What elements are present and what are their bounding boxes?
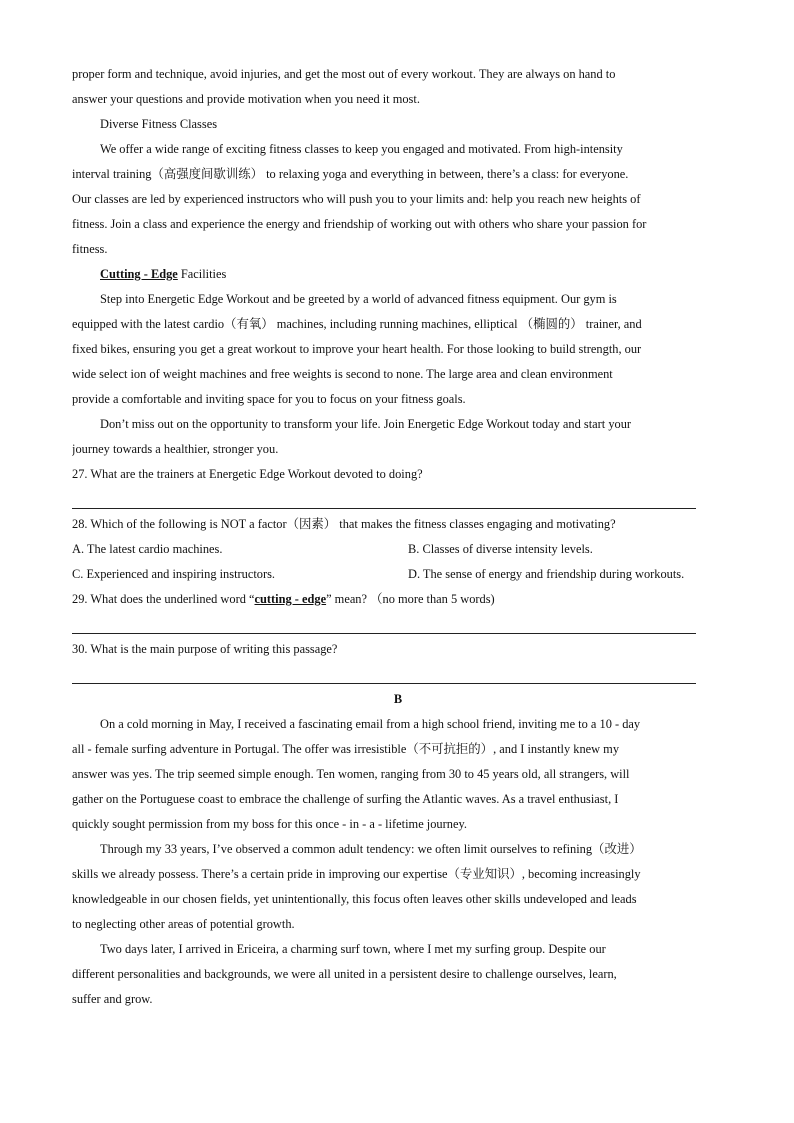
option-c[interactable]: C. Experienced and inspiring instructors.	[72, 567, 276, 581]
text-line: Step into Energetic Edge Workout and be greeted by a world of advanced fitness equipment. Our gym is	[100, 292, 617, 306]
text-line: all - female surfing adventure in Portugal. The offer was irresistible（不可抗拒的）, and I instantly knew my	[72, 742, 620, 756]
answer-line-30[interactable]	[72, 662, 724, 687]
options-row	[72, 562, 724, 587]
text-line: Two days later, I arrived in Ericeira, a charming surf town, where I met my surfing group. Despite our	[100, 942, 606, 956]
q29-suffix: ” mean? （no more than 5 words)	[326, 592, 495, 606]
heading-rest: Facilities	[177, 267, 227, 281]
text-line: fixed bikes, ensuring you get a great workout to improve your heart health. For those looking to build strength, our	[72, 342, 642, 356]
section-label-b: B	[393, 692, 403, 706]
question-28: 28. Which of the following is NOT a factor（因素） that makes the fitness classes engaging and motivating?	[72, 517, 616, 531]
text-line: fitness. Join a class and experience the energy and friendship of working out with others who share your passion for	[72, 217, 647, 231]
text-line: to neglecting other areas of potential growth.	[72, 917, 295, 931]
text-line: knowledgeable in our chosen fields, yet unintentionally, this focus often leaves other skills undeveloped and leads	[72, 892, 637, 906]
text-line: equipped with the latest cardio（有氧） machines, including running machines, elliptical （椭圆的） trainer, and	[72, 317, 642, 331]
answer-line-27[interactable]	[72, 487, 724, 512]
text-line: fitness.	[72, 242, 108, 256]
underlined-word: Cutting - Edge	[100, 267, 178, 281]
text-line: different personalities and backgrounds, we were all united in a persistent desire to challenge ourselves, learn,	[72, 967, 617, 981]
option-d[interactable]: D. The sense of energy and friendship during workouts.	[408, 567, 685, 581]
section-heading-facilities	[72, 262, 724, 287]
text-line: wide select ion of weight machines and free weights is second to none. The large area and clean environment	[72, 367, 613, 381]
question-27: 27. What are the trainers at Energetic Edge Workout devoted to doing?	[72, 467, 423, 481]
text-line: answer your questions and provide motivation when you need it most.	[72, 92, 420, 106]
text-line: quickly sought permission from my boss for this once - in - a - lifetime journey.	[72, 817, 467, 831]
option-b[interactable]: B. Classes of diverse intensity levels.	[408, 542, 593, 556]
exam-page	[72, 62, 724, 1012]
text-line: We offer a wide range of exciting fitness classes to keep you engaged and motivated. From high-intensity	[100, 142, 623, 156]
q29-underlined-word: cutting - edge	[254, 592, 327, 606]
section-heading-classes: Diverse Fitness Classes	[100, 117, 218, 131]
text-line: journey towards a healthier, stronger you.	[72, 442, 279, 456]
options-row	[72, 537, 724, 562]
text-line: proper form and technique, avoid injuries, and get the most out of every workout. They are always on hand to	[72, 67, 616, 81]
question-30: 30. What is the main purpose of writing this passage?	[72, 642, 338, 656]
option-a[interactable]: A. The latest cardio machines.	[72, 542, 223, 556]
text-line: Our classes are led by experienced instructors who will push you to your limits and: help you reach new heights of	[72, 192, 641, 206]
q29-prefix: 29. What does the underlined word “	[72, 592, 255, 606]
text-line: provide a comfortable and inviting space for you to focus on your fitness goals.	[72, 392, 466, 406]
question-29	[72, 587, 724, 612]
text-line: Don’t miss out on the opportunity to transform your life. Join Energetic Edge Workout today and start your	[100, 417, 632, 431]
text-line: On a cold morning in May, I received a fascinating email from a high school friend, inviting me to a 10 - day	[100, 717, 641, 731]
text-line: gather on the Portuguese coast to embrace the challenge of surfing the Atlantic waves. As a travel enthusiast, I	[72, 792, 619, 806]
text-line: answer was yes. The trip seemed simple enough. Ten women, ranging from 30 to 45 years old, all strangers, will	[72, 767, 630, 781]
text-line: interval training（高强度间歇训练） to relaxing yoga and everything in between, there’s a class: for everyone.	[72, 167, 629, 181]
text-line: Through my 33 years, I’ve observed a common adult tendency: we often limit ourselves to refining（改进）	[100, 842, 642, 856]
text-line: skills we already possess. There’s a certain pride in improving our expertise（专业知识）, becoming increasingly	[72, 867, 641, 881]
text-line: suffer and grow.	[72, 992, 153, 1006]
answer-line-29[interactable]	[72, 612, 724, 637]
